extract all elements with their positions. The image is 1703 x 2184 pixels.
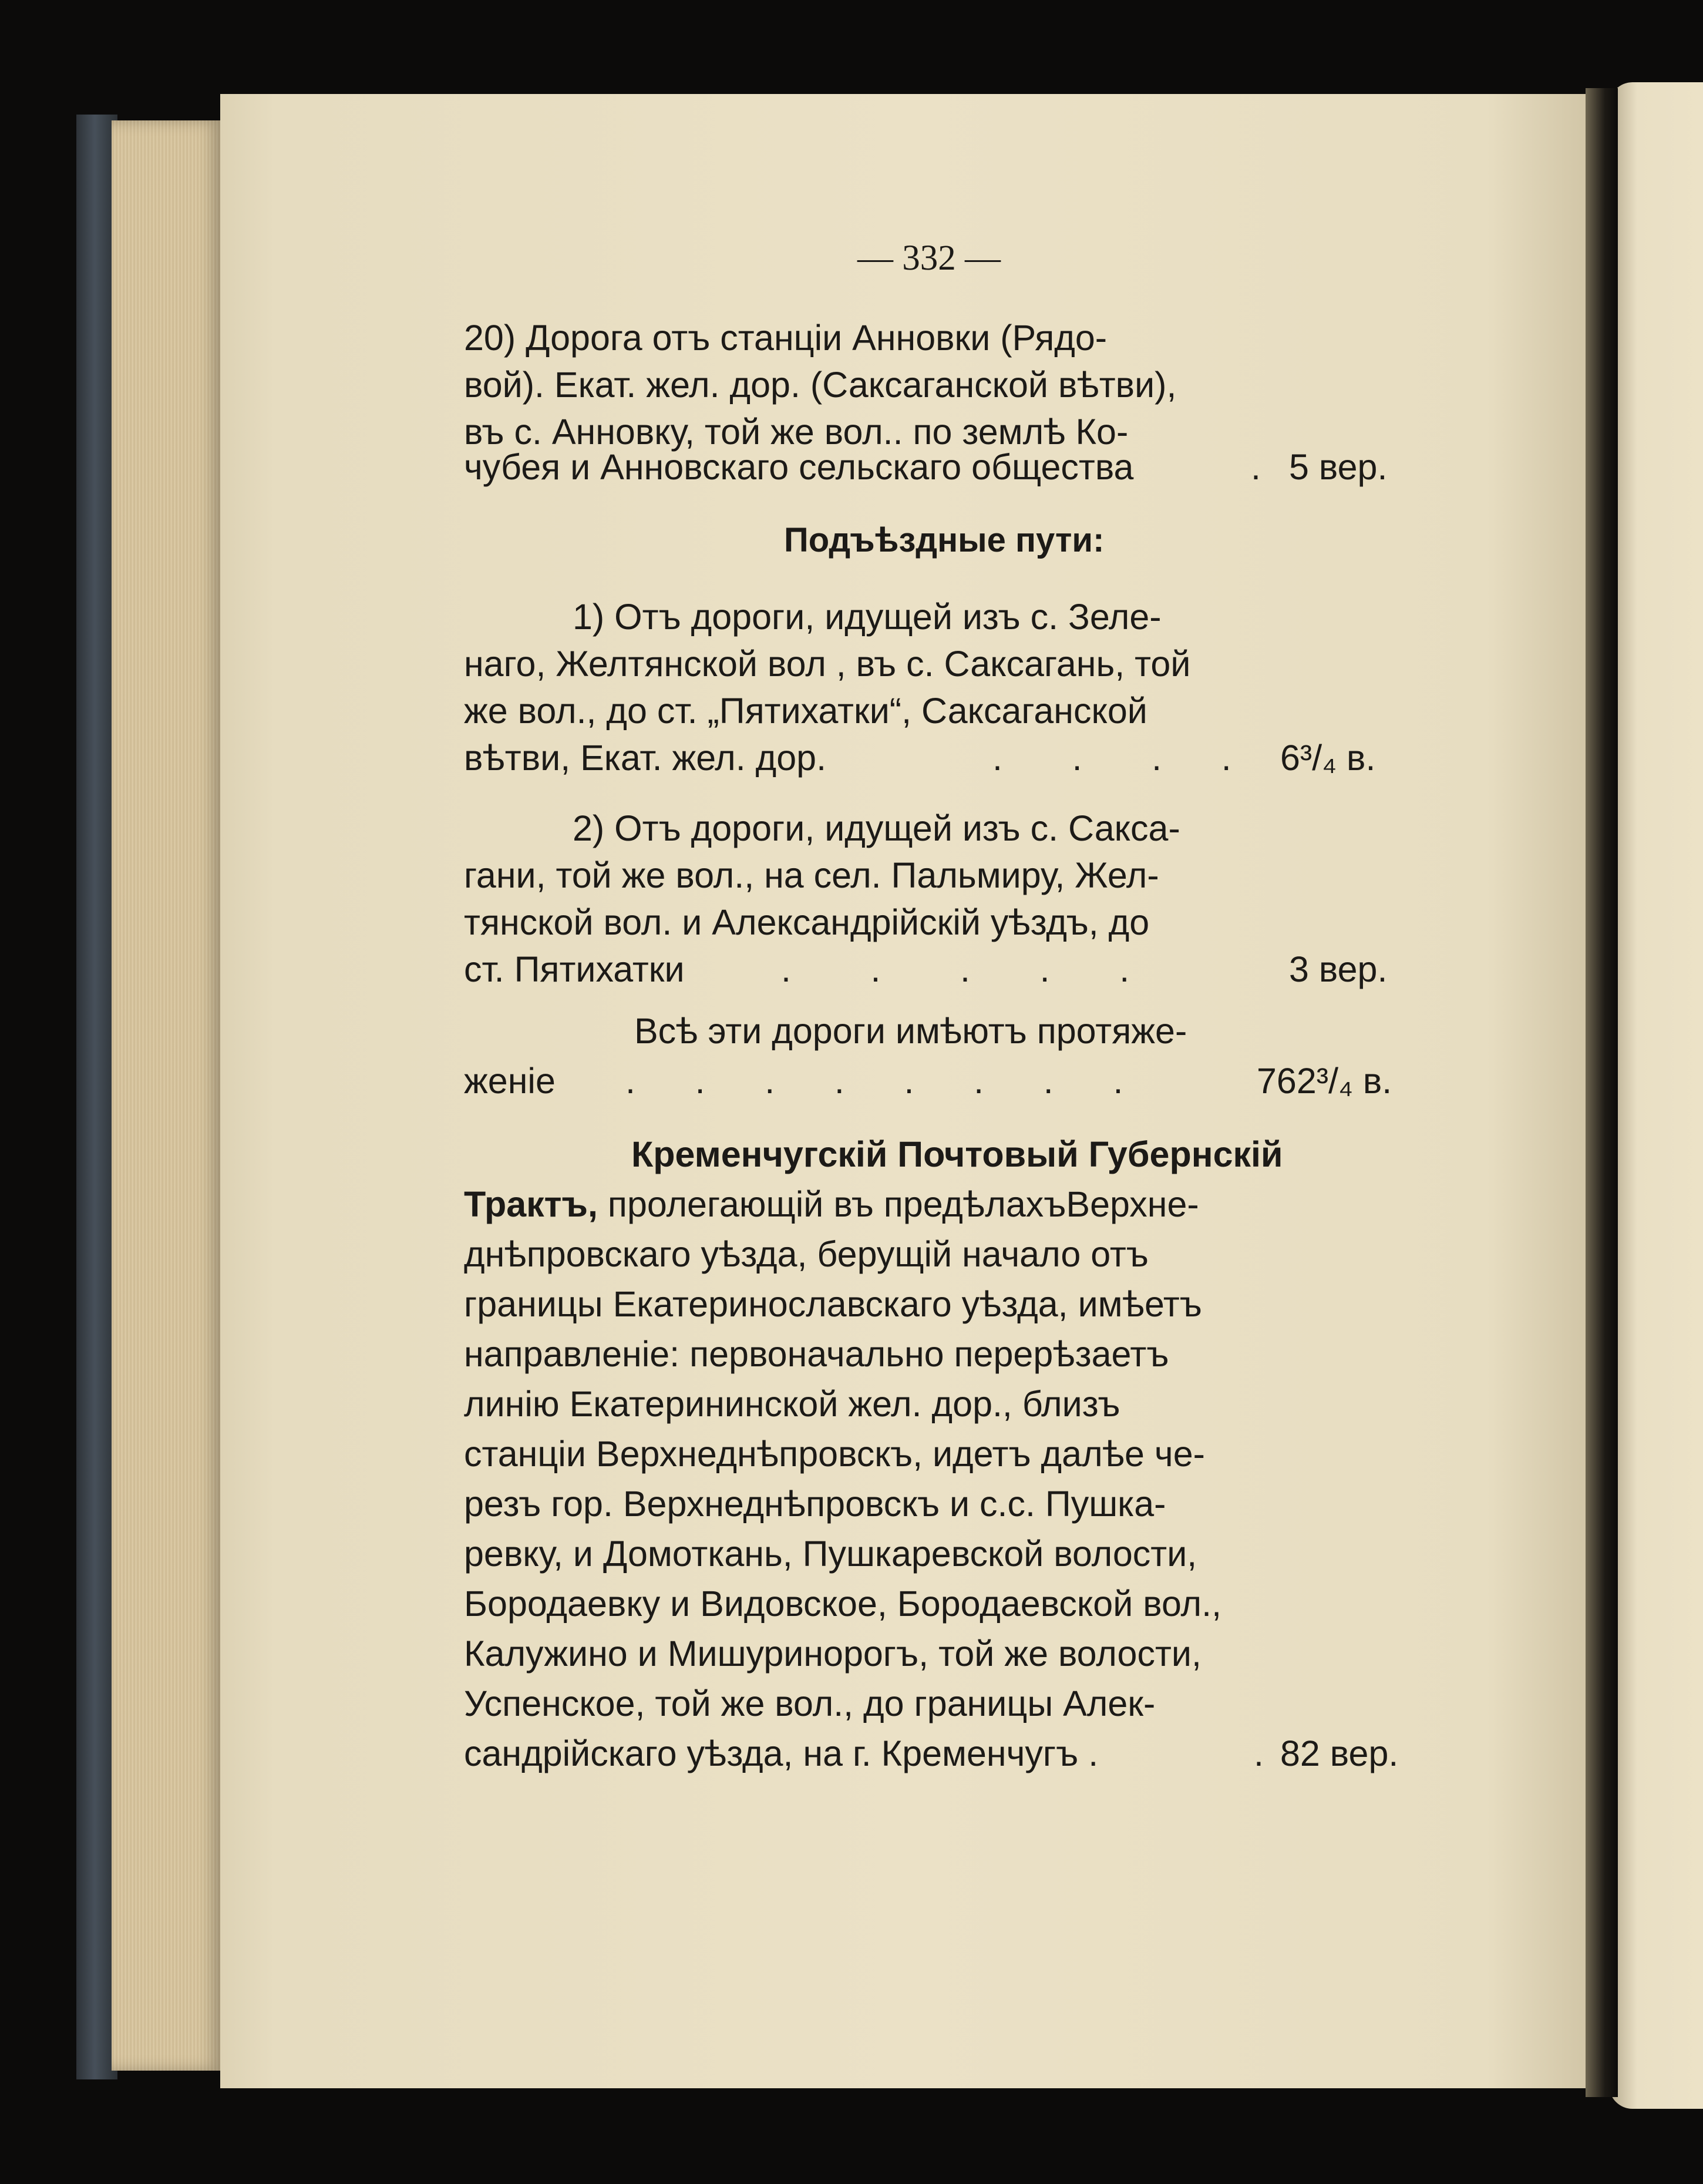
leader-dots: . . . . . . . .	[625, 1061, 1123, 1101]
book-gutter	[1586, 88, 1618, 2097]
text-line: вѣтви, Екат. жел. дор.	[464, 738, 827, 778]
amount: 5 вер.	[1289, 447, 1388, 487]
text-line: Трактъ, пролегающiй въ предѣлахъВерхне-	[464, 1184, 1199, 1224]
amount: 6³/₄ в.	[1280, 738, 1376, 778]
amount: 82 вер.	[1280, 1733, 1399, 1773]
text-line: тянской вол. и Александрiйскiй уѣздъ, до	[464, 902, 1150, 942]
leader-dots: . . . . .	[781, 949, 1130, 989]
text-line: 2) Отъ дороги, идущей изъ с. Сакса-	[573, 808, 1180, 848]
leader-dots: . . . .	[992, 738, 1231, 778]
section-heading: Подъѣздные пути:	[784, 521, 1105, 559]
text-line: станцiи Верхнеднѣпровскъ, идетъ далѣе че-	[464, 1434, 1205, 1474]
text-line: въ с. Анновку, той же вол.. по землѣ Ко-	[464, 412, 1129, 452]
text-line: Успенское, той же вол., до границы Алек-	[464, 1684, 1156, 1723]
facing-page	[1609, 82, 1703, 2109]
text-line: же вол., до ст. „Пятихатки“, Саксаганской	[464, 691, 1147, 731]
leader-dot: .	[1251, 447, 1261, 487]
text-line: границы Екатеринославскаго уѣзда, имѣетъ	[464, 1284, 1202, 1324]
text-line: сандрiйскаго уѣзда, на г. Кременчугъ .	[464, 1733, 1099, 1773]
text-line: Бородаевку и Видовское, Бородаевской вол.,	[464, 1584, 1222, 1624]
section-heading: Кременчугскiй Почтовый Губернскiй	[631, 1134, 1283, 1174]
text-line: днѣпровскаго уѣзда, берущiй начало отъ	[464, 1234, 1149, 1274]
text-line: ст. Пятихатки	[464, 949, 685, 989]
text-line: Всѣ эти дороги имѣютъ протяже-	[634, 1011, 1187, 1051]
text-line: направленiе: первоначально перерѣзаетъ	[464, 1334, 1169, 1374]
text-line: наго, Желтянской вол , въ с. Саксагань, той	[464, 644, 1191, 684]
text-line: 20) Дорога отъ станцiи Анновки (Рядо-	[464, 318, 1108, 358]
text-line: резъ гор. Верхнеднѣпровскъ и с.с. Пушка-	[464, 1484, 1166, 1524]
amount: 3 вер.	[1289, 949, 1388, 989]
text-line: Калужино и Мишуринорогъ, той же волости,	[464, 1634, 1201, 1674]
text-line: гани, той же вол., на сел. Пальмиру, Жел-	[464, 855, 1159, 895]
page-edges	[112, 120, 223, 2071]
text-line: вой). Екат. жел. дор. (Саксаганской вѣтви),	[464, 365, 1177, 405]
text-line: ревку, и Домоткань, Пушкаревской волости,	[464, 1534, 1197, 1574]
text-line: линiю Екатерининской жел. дор., близъ	[464, 1384, 1120, 1424]
leader-dot: .	[1254, 1733, 1264, 1773]
text-line: 1) Отъ дороги, идущей изъ с. Зеле-	[573, 597, 1162, 637]
text-line: женiе	[464, 1061, 556, 1101]
page-number: — 332 —	[857, 238, 1001, 278]
text-line: чубея и Анновскаго сельскаго общества	[464, 447, 1134, 487]
amount: 762³/₄ в.	[1257, 1061, 1392, 1101]
